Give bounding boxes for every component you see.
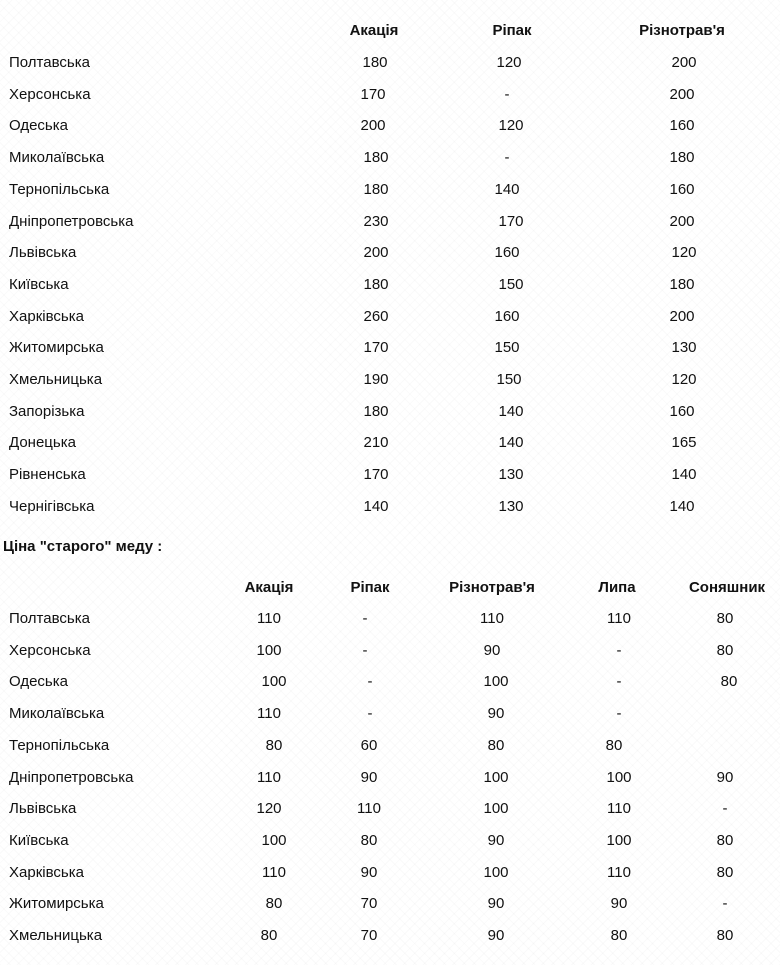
price-cell: 200	[669, 308, 695, 325]
price-cell: -	[722, 800, 728, 817]
price-cell: -	[722, 895, 728, 912]
price-cell: 260	[363, 308, 389, 325]
price-cell: 90	[716, 769, 734, 786]
price-cell: 140	[494, 181, 520, 198]
price-cell: 90	[360, 864, 378, 881]
price-cell: 170	[360, 86, 386, 103]
price-cell: 100	[483, 864, 509, 881]
price-cell: 90	[360, 769, 378, 786]
price-cell: 120	[256, 800, 282, 817]
price-cell: 80	[716, 864, 734, 881]
price-cell: 100	[606, 832, 632, 849]
price-cell: 70	[360, 927, 378, 944]
price-cell: 180	[363, 181, 389, 198]
region-name: Херсонська	[9, 642, 91, 659]
region-name: Київська	[9, 276, 69, 293]
price-cell: -	[367, 705, 373, 722]
region-name: Хмельницька	[9, 927, 103, 944]
price-cell: 230	[363, 213, 389, 230]
price-cell: 110	[607, 864, 631, 881]
price-cell: 60	[360, 737, 378, 754]
region-name: Дніпропетровська	[9, 769, 134, 786]
region-name: Хмельницька	[9, 371, 103, 388]
price-cell: 80	[716, 832, 734, 849]
price-cell: -	[616, 705, 622, 722]
price-cell: 170	[498, 213, 524, 230]
price-cell: 110	[357, 800, 381, 817]
price-cell: 180	[669, 149, 695, 166]
price-cell: 90	[487, 705, 505, 722]
price-cell: 110	[262, 864, 286, 881]
price-cell: 80	[360, 832, 378, 849]
price-cell: 160	[494, 244, 520, 261]
price-cell: 150	[494, 339, 520, 356]
price-cell: 200	[363, 244, 389, 261]
region-name: Дніпропетровська	[9, 213, 134, 230]
column-header: Липа	[598, 579, 636, 596]
price-cell: 90	[487, 895, 505, 912]
region-name: Львівська	[9, 244, 77, 261]
price-cell: 100	[606, 769, 632, 786]
price-cell: 90	[487, 832, 505, 849]
price-cell: 80	[716, 610, 734, 627]
price-cell: 110	[607, 610, 631, 627]
column-header: Акація	[349, 22, 399, 39]
price-cell: 90	[483, 642, 501, 659]
price-cell: 180	[363, 403, 389, 420]
price-cell: 120	[671, 244, 697, 261]
price-cell: 90	[610, 895, 628, 912]
price-cell: 120	[496, 54, 522, 71]
price-cell: 110	[257, 769, 281, 786]
price-cell: -	[504, 149, 510, 166]
price-cell: 130	[498, 466, 524, 483]
price-cell: 80	[487, 737, 505, 754]
column-header: Ріпак	[350, 579, 390, 596]
price-cell: 110	[257, 610, 281, 627]
column-header: Різнотрав'я	[639, 22, 725, 39]
price-cell: -	[362, 610, 368, 627]
price-cell: 110	[607, 800, 631, 817]
price-cell: -	[367, 673, 373, 690]
price-cell: -	[616, 642, 622, 659]
price-cell: 160	[669, 117, 695, 134]
price-cell: 80	[265, 737, 283, 754]
price-cell: 200	[360, 117, 386, 134]
region-name: Полтавська	[9, 610, 90, 627]
column-header: Ріпак	[492, 22, 532, 39]
price-cell: 140	[669, 498, 695, 515]
price-cell: -	[504, 86, 510, 103]
price-cell: -	[616, 673, 622, 690]
price-cell: 200	[669, 86, 695, 103]
price-cell: 140	[671, 466, 697, 483]
price-cell: 190	[363, 371, 389, 388]
region-name: Запорізька	[9, 403, 85, 420]
price-cell: 100	[483, 800, 509, 817]
region-name: Житомирська	[9, 895, 104, 912]
region-name: Херсонська	[9, 86, 91, 103]
price-cell: 200	[671, 54, 697, 71]
price-cell: 110	[257, 705, 281, 722]
region-name: Тернопільська	[9, 181, 110, 198]
price-cell: 140	[498, 434, 524, 451]
price-cell: 120	[498, 117, 524, 134]
price-cell: 80	[260, 927, 278, 944]
region-name: Миколаївська	[9, 705, 105, 722]
price-cell: 150	[498, 276, 524, 293]
price-cell: 80	[605, 737, 623, 754]
region-name: Одеська	[9, 673, 68, 690]
price-cell: 160	[494, 308, 520, 325]
region-name: Рівненська	[9, 466, 86, 483]
price-cell: 180	[669, 276, 695, 293]
price-cell: 170	[363, 466, 389, 483]
price-cell: 80	[265, 895, 283, 912]
region-name: Львівська	[9, 800, 77, 817]
price-cell: 110	[480, 610, 504, 627]
price-cell: -	[362, 642, 368, 659]
price-cell: 80	[716, 927, 734, 944]
price-cell: 120	[671, 371, 697, 388]
region-name: Київська	[9, 832, 69, 849]
column-header: Акація	[244, 579, 294, 596]
price-cell: 130	[498, 498, 524, 515]
region-name: Полтавська	[9, 54, 90, 71]
region-name: Житомирська	[9, 339, 104, 356]
price-cell: 160	[669, 181, 695, 198]
region-name: Миколаївська	[9, 149, 105, 166]
column-header: Різнотрав'я	[449, 579, 535, 596]
price-cell: 80	[720, 673, 738, 690]
price-cell: 160	[669, 403, 695, 420]
region-name: Одеська	[9, 117, 68, 134]
price-cell: 90	[487, 927, 505, 944]
region-name: Донецька	[9, 434, 76, 451]
price-cell: 70	[360, 895, 378, 912]
price-cell: 165	[671, 434, 697, 451]
price-cell: 80	[610, 927, 628, 944]
price-cell: 200	[669, 213, 695, 230]
price-cell: 140	[498, 403, 524, 420]
price-cell: 180	[363, 276, 389, 293]
price-cell: 130	[671, 339, 697, 356]
region-name: Харківська	[9, 864, 84, 881]
price-cell: 180	[363, 149, 389, 166]
price-cell: 100	[256, 642, 282, 659]
price-cell: 170	[363, 339, 389, 356]
old-honey-title: Ціна "старого" меду :	[3, 538, 163, 555]
region-name: Харківська	[9, 308, 84, 325]
region-name: Чернігівська	[9, 498, 95, 515]
price-cell: 140	[363, 498, 389, 515]
region-name: Тернопільська	[9, 737, 110, 754]
price-cell: 100	[483, 673, 509, 690]
price-cell: 80	[716, 642, 734, 659]
price-cell: 100	[483, 769, 509, 786]
price-cell: 100	[261, 832, 287, 849]
column-header: Соняшник	[688, 579, 766, 596]
price-cell: 180	[362, 54, 388, 71]
price-cell: 210	[363, 434, 389, 451]
price-cell: 150	[496, 371, 522, 388]
price-cell: 100	[261, 673, 287, 690]
